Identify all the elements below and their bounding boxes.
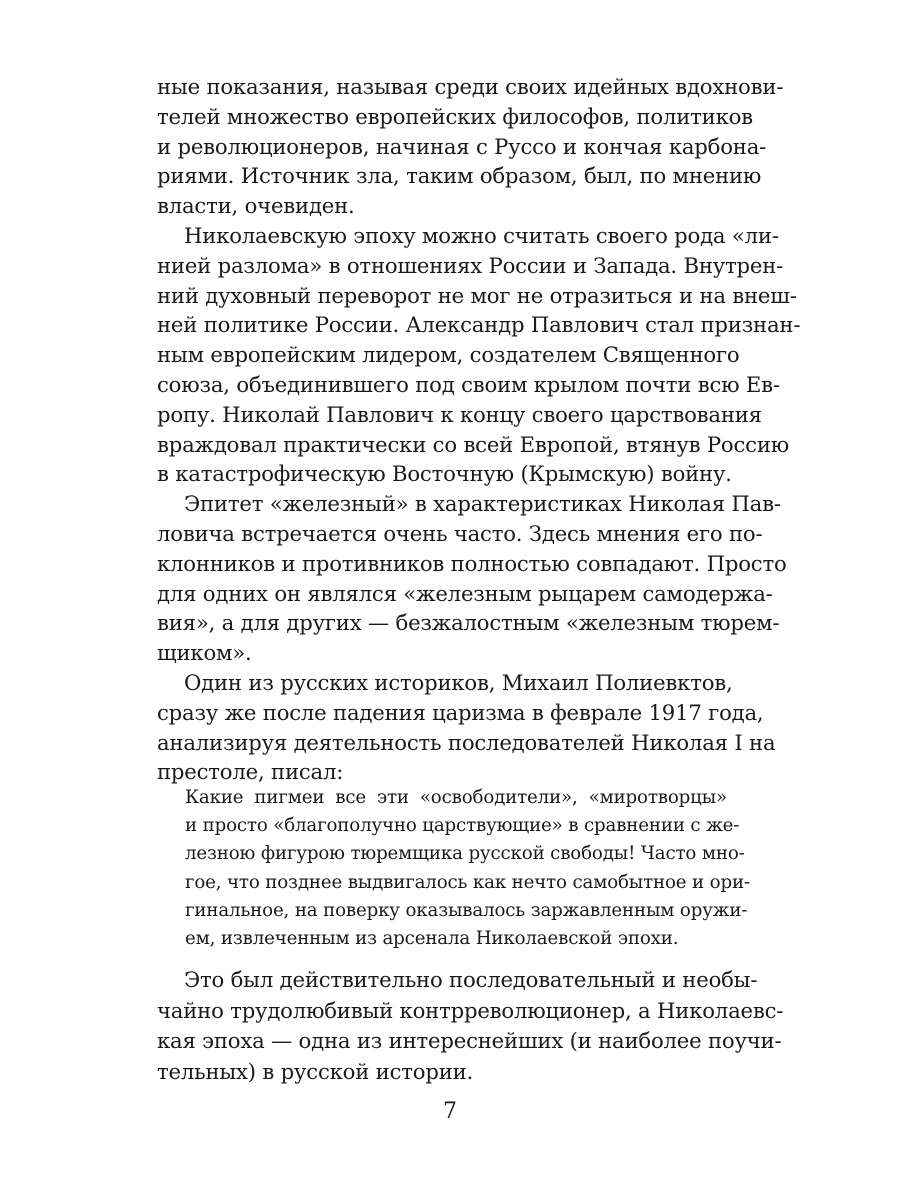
text-line: нией разлома» в отношениях России и Запада. Внутрен- — [157, 252, 784, 278]
quote-line: ем, извлеченным из арсенала Николаевской эпохи. — [185, 927, 679, 949]
text-line: щиком». — [157, 640, 252, 666]
text-line: вия», а для других — безжалостным «железным тюрем- — [157, 610, 780, 636]
main-text — [157, 72, 801, 787]
quote-line: Какие пигмеи все эти «освободители», «миротворцы» — [185, 787, 727, 808]
text-line: ний духовный переворот не мог не отразиться и на внеш- — [157, 282, 797, 308]
text-line: в катастрофическую Восточную (Крымскую) войну. — [157, 461, 732, 487]
text-line: ловича встречается очень часто. Здесь мнения его по- — [157, 520, 763, 546]
closing-paragraph — [157, 965, 784, 1087]
text-line: для одних он являлся «железным рыцарем самодержа- — [157, 580, 773, 606]
text-line: чайно трудолюбивый контрреволюционер, а Николаевс- — [157, 997, 784, 1023]
text-line: Это был действительно последовательный и необы- — [184, 967, 758, 992]
text-line: тельных) в русской истории. — [157, 1058, 474, 1084]
text-line: анализируя деятельность последователей Николая I на — [157, 729, 776, 755]
quote-line: гое, что позднее выдвигалось как нечто самобытное и ори- — [185, 871, 750, 893]
text-line: Один из русских историков, Михаил Полиевктов, — [184, 669, 733, 695]
text-line: телей множество европейских философов, политиков — [157, 103, 753, 129]
block-quote — [185, 784, 750, 953]
text-line: ней политике России. Александр Павлович стал признан- — [157, 312, 801, 338]
text-line: риями. Источник зла, таким образом, был, по мнению — [157, 163, 762, 189]
quote-line: лезною фигурою тюремщика русской свободы! Часто мно- — [185, 843, 745, 865]
text-line: сразу же после падения царизма в феврале 1917 года, — [157, 699, 764, 725]
text-line: ным европейским лидером, создателем Священного — [157, 342, 740, 368]
text-line: и революционеров, начиная с Руссо и кончая карбона- — [157, 133, 767, 159]
text-line: кая эпоха — одна из интереснейших (и наиболее поучи- — [157, 1028, 782, 1053]
quote-line: и просто «благополучно царствующие» в сравнении с же- — [185, 815, 740, 837]
text-line: Николаевскую эпоху можно считать своего рода «ли- — [184, 222, 779, 248]
text-line: враждовал практически со всей Европой, втянув Россию — [157, 431, 789, 457]
text-line: союза, объединившего под своим крылом почти всю Ев- — [157, 371, 780, 397]
page-number: 7 — [443, 1099, 457, 1124]
text-line: Эпитет «железный» в характеристиках Николая Пав- — [184, 491, 781, 517]
text-line: престоле, писал: — [157, 759, 344, 785]
text-line: ные показания, называя среди своих идейных вдохнови- — [157, 74, 784, 99]
text-line: ропу. Николай Павлович к концу своего царствования — [157, 401, 762, 427]
text-line: власти, очевиден. — [157, 193, 355, 219]
text-line: клонников и противников полностью совпадают. Просто — [157, 550, 787, 576]
quote-line: гинальное, на поверку оказывалось заржавленным оружи- — [185, 899, 748, 921]
